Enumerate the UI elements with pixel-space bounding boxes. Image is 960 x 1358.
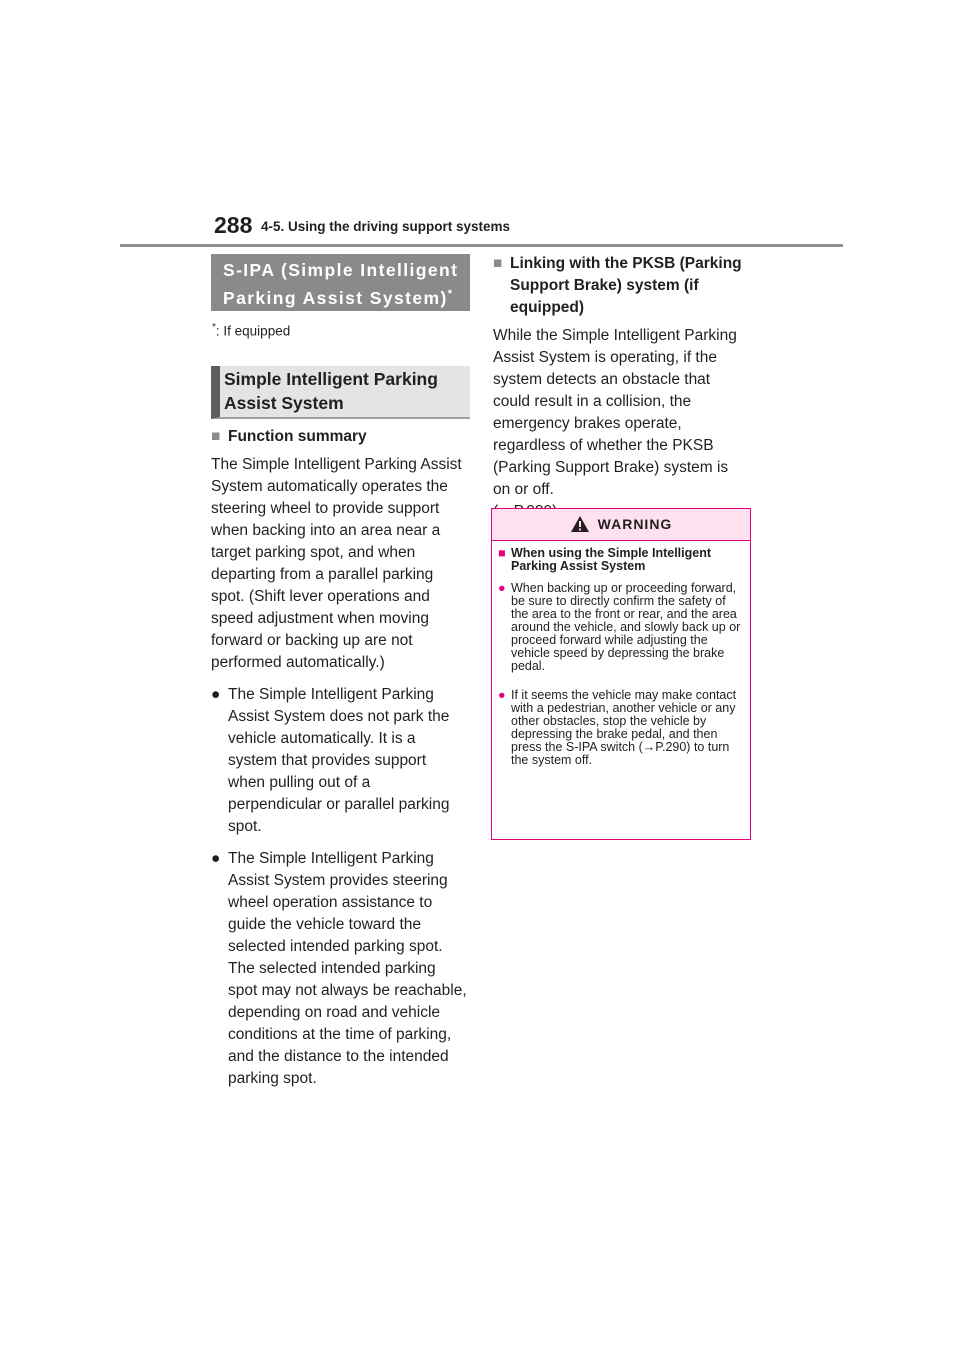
warning-heading bbox=[498, 547, 744, 573]
list-item-text: When backing up or proceeding forward, be sure to directly confirm the safety of the area to the front or rear, and the area around the vehicle, and slowly back up or proceed forward while adjusting the vehicle speed by depressing the brake pedal. bbox=[511, 581, 741, 673]
footnote bbox=[212, 322, 290, 339]
page-number: 288 bbox=[214, 212, 253, 238]
footnote-mark: * bbox=[212, 322, 216, 333]
section-header: 4-5. Using the driving support systems bbox=[261, 219, 511, 234]
list-item-text: If it seems the vehicle may make contact with a pedestrian, another vehicle or any other obstacles, stop the vehicle by depressing the brake pedal, and then press the S-IPA switch (→P.290) to turn the system off. bbox=[511, 688, 737, 767]
list-item bbox=[211, 848, 467, 1090]
pksb-paragraph: While the Simple Intelligent Parking Assist System is operating, if the system detects an obstacle that could result in a collision, the emergency brakes operate, regardless of whether the PKSB (Parking Support Brake) system is on or off. bbox=[493, 327, 737, 498]
warning-label: WARNING bbox=[597, 516, 673, 532]
square-bullet-icon: ■ bbox=[493, 255, 503, 272]
square-bullet-icon: ■ bbox=[498, 546, 506, 560]
pksb-heading-text: Linking with the PKSB (Parking Support Brake) system (if equipped) bbox=[510, 255, 742, 316]
pksb-heading bbox=[493, 253, 745, 319]
right-column bbox=[493, 253, 745, 523]
list-item bbox=[498, 582, 744, 673]
bullet-dot-icon: ● bbox=[211, 850, 221, 867]
bullet-dot-icon: ● bbox=[498, 688, 506, 702]
warning-body bbox=[492, 541, 750, 767]
bullet-dot-icon: ● bbox=[211, 686, 221, 703]
function-summary-heading-text: Function summary bbox=[228, 428, 367, 445]
page-title bbox=[211, 254, 470, 311]
bullet-dot-icon: ● bbox=[498, 581, 506, 595]
section-subtitle: Simple Intelligent Parking Assist System bbox=[211, 366, 470, 419]
header-divider bbox=[120, 244, 843, 247]
page-title-text: S-IPA (Simple Intelligent Parking Assist System) bbox=[223, 260, 459, 308]
left-column bbox=[211, 426, 467, 1090]
title-asterisk: * bbox=[447, 288, 452, 300]
warning-heading-text: When using the Simple Intelligent Parking Assist System bbox=[511, 546, 712, 573]
warning-box bbox=[491, 508, 751, 840]
footnote-text: : If equipped bbox=[215, 323, 291, 339]
list-item-text: The Simple Intelligent Parking Assist System provides steering wheel operation assistance to guide the vehicle toward the selected intended parking spot. The selected intended parking spot may not always be reachable, depending on road and vehicle conditions at the time of parking, and the distance to the intended parking spot. bbox=[228, 850, 467, 1087]
function-summary-paragraph: The Simple Intelligent Parking Assist System automatically operates the steering wheel to provide support when backing into an area near a target parking spot, and when departing from a parallel parking spot. (Shift lever operations and speed adjustment when moving forward or backing up are not performed automatically.) bbox=[211, 456, 462, 671]
list-item bbox=[498, 689, 744, 767]
function-summary-heading bbox=[211, 426, 467, 448]
warning-header bbox=[492, 509, 750, 541]
list-item bbox=[211, 684, 467, 838]
list-item-text: The Simple Intelligent Parking Assist System does not park the vehicle automatically. It is a system that provides support when pulling out of a perpendicular or parallel parking spot. bbox=[228, 686, 450, 835]
warning-triangle-icon bbox=[570, 515, 590, 535]
square-bullet-icon: ■ bbox=[211, 428, 221, 445]
